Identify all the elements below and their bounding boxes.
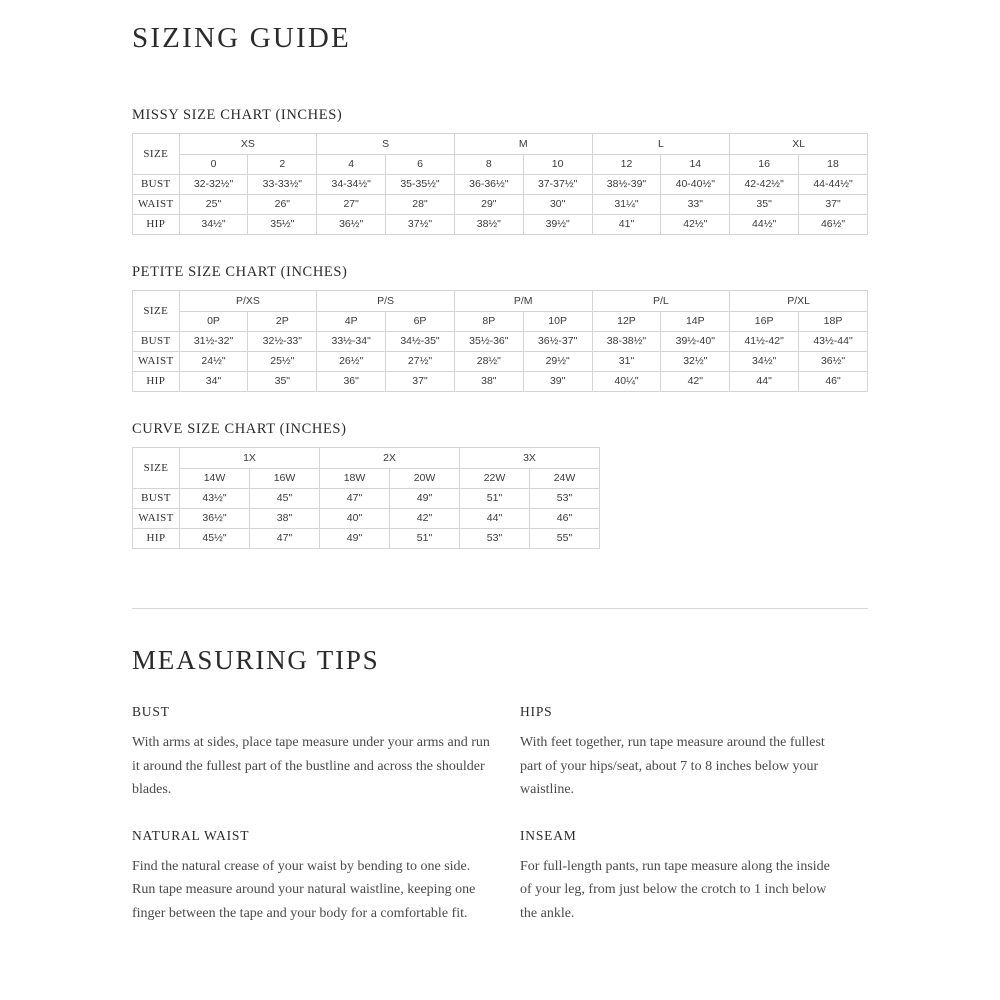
measure-cell: 37" — [386, 372, 455, 392]
measure-cell: 38" — [250, 509, 320, 529]
size-cell: 4 — [317, 155, 386, 175]
measure-label: WAIST — [133, 352, 180, 372]
tip-body: For full-length pants, run tape measure along the inside of your leg, from just below the crotch to 1 inch below the ankle. — [520, 858, 830, 921]
size-cell: 14 — [661, 155, 730, 175]
measure-cell: 24½" — [179, 352, 248, 372]
size-header-label: SIZE — [133, 291, 180, 332]
group-header: L — [592, 134, 730, 155]
measure-cell: 42½" — [661, 215, 730, 235]
measure-cell: 34½" — [179, 215, 248, 235]
group-header: P/S — [317, 291, 455, 312]
group-header: M — [454, 134, 592, 155]
size-cell: 0 — [179, 155, 248, 175]
measure-cell: 37" — [799, 195, 868, 215]
table-row — [133, 215, 868, 235]
size-cell: 22W — [460, 469, 530, 489]
measure-cell: 44" — [730, 372, 799, 392]
measure-cell: 39" — [523, 372, 592, 392]
measure-cell: 51" — [460, 489, 530, 509]
group-header: S — [317, 134, 455, 155]
group-header: P/L — [592, 291, 730, 312]
measure-cell: 47" — [320, 489, 390, 509]
measure-cell: 37½" — [386, 215, 455, 235]
measure-cell: 42" — [390, 509, 460, 529]
measure-label: BUST — [133, 332, 180, 352]
measure-cell: 28½" — [454, 352, 523, 372]
table-row-sizes — [133, 155, 868, 175]
measure-cell: 34-34½" — [317, 175, 386, 195]
size-chart-petite — [132, 264, 868, 392]
table-row — [133, 372, 868, 392]
measure-cell: 33" — [661, 195, 730, 215]
measure-cell: 34½-35" — [386, 332, 455, 352]
measure-cell: 43½-44" — [799, 332, 868, 352]
size-cell: 20W — [390, 469, 460, 489]
measure-cell: 35-35½" — [386, 175, 455, 195]
measure-cell: 27½" — [386, 352, 455, 372]
table-row-sizes — [133, 312, 868, 332]
missy-size-table — [132, 133, 868, 235]
measure-cell: 51" — [390, 529, 460, 549]
measure-cell: 33½-34" — [317, 332, 386, 352]
size-cell: 18 — [799, 155, 868, 175]
chart-title-petite: PETITE SIZE CHART (INCHES) — [132, 264, 348, 280]
measure-cell: 46" — [530, 509, 600, 529]
size-cell: 14W — [180, 469, 250, 489]
size-cell: 6 — [386, 155, 455, 175]
measure-cell: 26½" — [317, 352, 386, 372]
curve-size-table — [132, 447, 600, 549]
measure-label: HIP — [133, 529, 180, 549]
size-chart-missy — [132, 107, 868, 235]
measure-label: HIP — [133, 215, 180, 235]
measure-cell: 46½" — [799, 215, 868, 235]
size-cell: 24W — [530, 469, 600, 489]
measure-cell: 55" — [530, 529, 600, 549]
tip-body: With feet together, run tape measure around the fullest part of your hips/seat, about 7 to 8 inches below your waistline. — [520, 735, 825, 797]
measure-cell: 53" — [530, 489, 600, 509]
group-header: 3X — [460, 448, 600, 469]
measure-cell: 32-32½" — [179, 175, 248, 195]
measure-cell: 28" — [386, 195, 455, 215]
section-divider — [132, 608, 868, 609]
measure-cell: 40" — [320, 509, 390, 529]
measure-cell: 32½-33" — [248, 332, 317, 352]
measure-cell: 45" — [250, 489, 320, 509]
measure-cell: 46" — [799, 372, 868, 392]
measure-cell: 44-44½" — [799, 175, 868, 195]
group-header: XS — [179, 134, 317, 155]
measure-cell: 38½" — [454, 215, 523, 235]
measure-cell: 41½-42" — [730, 332, 799, 352]
table-row-groups — [133, 134, 868, 155]
measure-label: HIP — [133, 372, 180, 392]
size-cell: 8P — [454, 312, 523, 332]
table-row — [133, 175, 868, 195]
measure-cell: 25" — [179, 195, 248, 215]
size-cell: 0P — [179, 312, 248, 332]
measure-cell: 47" — [250, 529, 320, 549]
size-chart-curve — [132, 421, 868, 549]
tip-heading: HIPS — [520, 704, 553, 719]
size-cell: 16P — [730, 312, 799, 332]
size-cell: 2 — [248, 155, 317, 175]
measure-cell: 43½" — [180, 489, 250, 509]
measure-cell: 36½-37" — [523, 332, 592, 352]
size-cell: 10 — [523, 155, 592, 175]
measure-cell: 35" — [730, 195, 799, 215]
measure-label: BUST — [133, 489, 180, 509]
document-content — [132, 0, 868, 549]
measure-cell: 31½-32" — [179, 332, 248, 352]
table-row — [133, 195, 868, 215]
size-cell: 16 — [730, 155, 799, 175]
tip-natural-waist — [132, 828, 520, 926]
measure-label: WAIST — [133, 195, 180, 215]
measure-cell: 34½" — [730, 352, 799, 372]
table-row — [133, 509, 600, 529]
group-header: P/XS — [179, 291, 317, 312]
measure-cell: 40¼" — [592, 372, 661, 392]
measuring-tips-section — [132, 645, 868, 925]
measure-cell: 44" — [460, 509, 530, 529]
page-title: SIZING GUIDE — [132, 22, 351, 54]
measure-cell: 37-37½" — [523, 175, 592, 195]
measure-cell: 35½-36" — [454, 332, 523, 352]
tip-heading: NATURAL WAIST — [132, 827, 250, 843]
measure-cell: 38-38½" — [592, 332, 661, 352]
size-cell: 18P — [799, 312, 868, 332]
chart-title-curve: CURVE SIZE CHART (INCHES) — [132, 421, 347, 437]
measure-cell: 35½" — [248, 215, 317, 235]
size-cell: 4P — [317, 312, 386, 332]
measure-cell: 32½" — [661, 352, 730, 372]
measure-cell: 29" — [454, 195, 523, 215]
size-cell: 12 — [592, 155, 661, 175]
measure-cell: 42" — [661, 372, 730, 392]
petite-size-table — [132, 290, 868, 392]
measure-cell: 33-33½" — [248, 175, 317, 195]
measure-cell: 41" — [592, 215, 661, 235]
measure-cell: 40-40½" — [661, 175, 730, 195]
measure-cell: 36" — [317, 372, 386, 392]
group-header: P/XL — [730, 291, 868, 312]
measure-cell: 53" — [460, 529, 530, 549]
measure-cell: 42-42½" — [730, 175, 799, 195]
group-header: XL — [730, 134, 868, 155]
table-row-groups — [133, 291, 868, 312]
tip-body: With arms at sides, place tape measure under your arms and run it around the fullest part of the bustline and across the shoulder blades. — [132, 735, 490, 797]
group-header: 1X — [180, 448, 320, 469]
size-cell: 6P — [386, 312, 455, 332]
measure-cell: 29½" — [523, 352, 592, 372]
measure-cell: 39½-40" — [661, 332, 730, 352]
table-row-sizes — [133, 469, 600, 489]
size-cell: 12P — [592, 312, 661, 332]
table-row — [133, 332, 868, 352]
chart-title-missy: MISSY SIZE CHART (INCHES) — [132, 107, 343, 123]
measuring-tips-title: MEASURING TIPS — [132, 645, 380, 675]
size-header-label: SIZE — [133, 134, 180, 175]
group-header: P/M — [454, 291, 592, 312]
measure-cell: 31" — [592, 352, 661, 372]
measure-cell: 38" — [454, 372, 523, 392]
measure-cell: 35" — [248, 372, 317, 392]
tip-bust — [132, 704, 520, 802]
measure-cell: 39½" — [523, 215, 592, 235]
table-row — [133, 352, 868, 372]
measure-cell: 38½-39" — [592, 175, 661, 195]
measure-label: BUST — [133, 175, 180, 195]
size-header-label: SIZE — [133, 448, 180, 489]
table-row-groups — [133, 448, 600, 469]
measure-cell: 49" — [390, 489, 460, 509]
table-row — [133, 489, 600, 509]
measure-cell: 26" — [248, 195, 317, 215]
measure-cell: 36½" — [799, 352, 868, 372]
size-cell: 14P — [661, 312, 730, 332]
size-cell: 8 — [454, 155, 523, 175]
measure-cell: 36½" — [317, 215, 386, 235]
tip-body: Find the natural crease of your waist by bending to one side. Run tape measure around your natural waistline, keeping one finger between the tape and your body for a comfortable fit. — [132, 858, 476, 921]
measure-cell: 44½" — [730, 215, 799, 235]
measure-cell: 36½" — [180, 509, 250, 529]
size-cell: 18W — [320, 469, 390, 489]
measure-cell: 45½" — [180, 529, 250, 549]
tip-inseam — [520, 828, 868, 926]
measure-cell: 31¼" — [592, 195, 661, 215]
group-header: 2X — [320, 448, 460, 469]
measure-cell: 30" — [523, 195, 592, 215]
measure-cell: 34" — [179, 372, 248, 392]
table-row — [133, 529, 600, 549]
size-cell: 2P — [248, 312, 317, 332]
measure-label: WAIST — [133, 509, 180, 529]
tip-heading: BUST — [132, 704, 170, 719]
measure-cell: 27" — [317, 195, 386, 215]
measure-cell: 25½" — [248, 352, 317, 372]
tip-heading: INSEAM — [520, 827, 577, 843]
tips-grid — [132, 704, 868, 925]
size-cell: 16W — [250, 469, 320, 489]
size-cell: 10P — [523, 312, 592, 332]
measure-cell: 49" — [320, 529, 390, 549]
measure-cell: 36-36½" — [454, 175, 523, 195]
tip-hips — [520, 704, 868, 802]
